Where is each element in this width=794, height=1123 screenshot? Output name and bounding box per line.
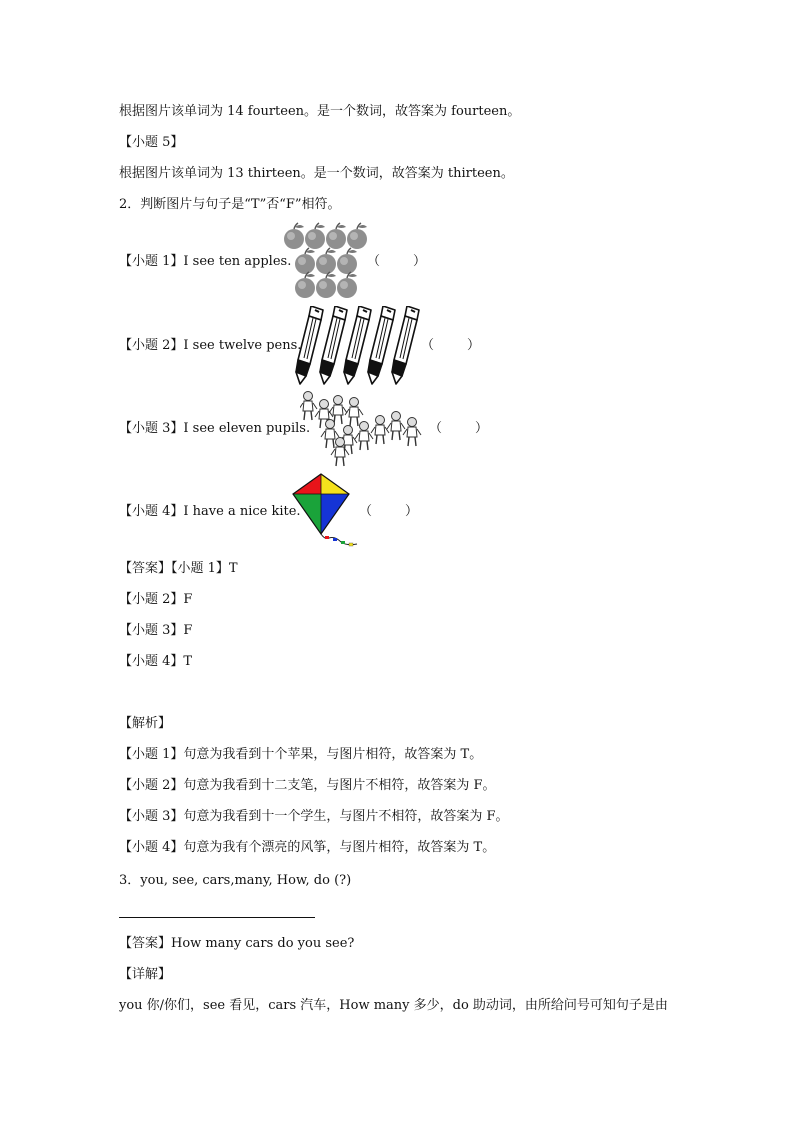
analysis-item: 【小题 2】句意为我看到十二支笔，与图片不相符，故答案为 F。 [119, 778, 496, 793]
question-3-text: 【小题 3】I see eleven pupils. [119, 421, 311, 436]
answer-blank: （ ） [359, 504, 419, 519]
question-4-text: 【小题 4】I have a nice kite. [119, 504, 301, 519]
detail-text: you 你/你们，see 看见，cars 汽车，How many 多少，do 助动词，由所给问号可知句子是由 [119, 998, 668, 1013]
answer-blank: （ ） [421, 338, 481, 353]
answer-line: 【小题 2】F [119, 592, 193, 607]
pens-icon [293, 306, 425, 386]
answer-line: 【答案】【小题 1】T [119, 561, 238, 576]
answer-line: 【小题 4】T [119, 654, 193, 669]
text-line: 根据图片该单词为 14 fourteen。是一个数词，故答案为 fourteen。 [119, 104, 521, 119]
text-line: 根据图片该单词为 13 thirteen。是一个数词，故答案为 thirteen。 [119, 166, 514, 181]
analysis-item: 【小题 4】句意为我有个漂亮的风筝，与图片相符，故答案为 T。 [119, 840, 496, 855]
question-1-text: 【小题 1】I see ten apples. [119, 254, 292, 269]
question-2-text: 【小题 2】I see twelve pens. [119, 338, 302, 353]
analysis-heading: 【解析】 [119, 716, 172, 731]
answer-line: 【小题 3】F [119, 623, 193, 638]
pupils-icon [300, 390, 432, 468]
question-3-prompt: 3．you, see, cars,many, How, do (?) [119, 873, 352, 888]
sub-question-heading: 【小题 5】 [119, 135, 184, 150]
analysis-item: 【小题 1】句意为我看到十个苹果，与图片相符，故答案为 T。 [119, 747, 483, 762]
answer-line: 【答案】How many cars do you see? [119, 936, 355, 951]
apples-icon [280, 222, 372, 300]
kite-icon [291, 472, 363, 552]
detail-heading: 【详解】 [119, 967, 172, 982]
question-instruction: 2．判断图片与句子是“T”否“F”相符。 [119, 197, 341, 212]
answer-underline [119, 917, 315, 918]
answer-blank: （ ） [429, 421, 489, 436]
analysis-item: 【小题 3】句意为我看到十一个学生，与图片不相符，故答案为 F。 [119, 809, 509, 824]
answer-blank: （ ） [367, 254, 427, 269]
